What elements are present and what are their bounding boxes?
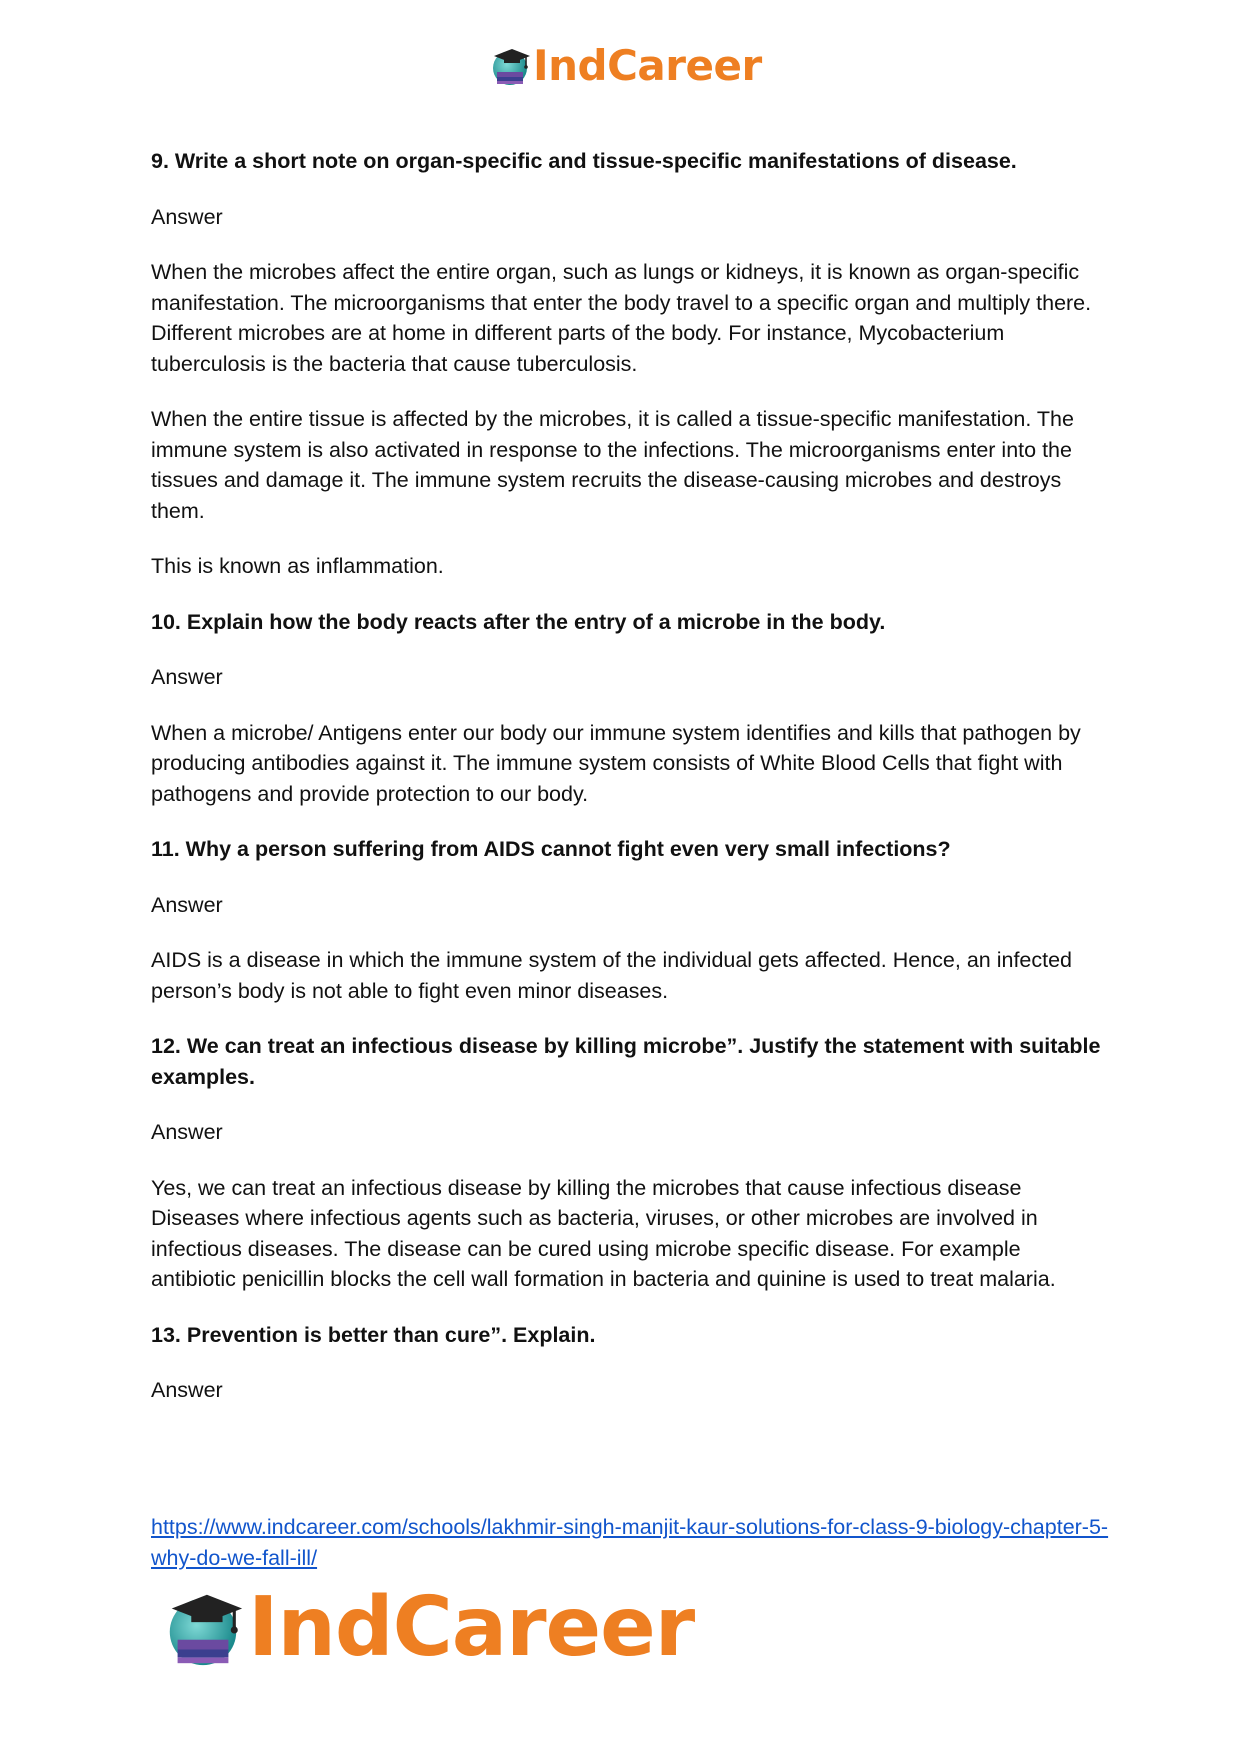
- graduation-cap-globe-books-icon: [488, 44, 532, 88]
- answer-paragraph: When the entire tissue is affected by the microbes, it is called a tissue-specific manifestation. The immune system is also activated in response to the infections. The microorganisms enter into the tissues and damage it. The immune system recruits the disease-causing microbes and destroys them.: [151, 407, 1074, 523]
- answer-paragraph: Yes, we can treat an infectious disease by killing the microbes that cause infectious disease Diseases where infectious agents such as bacteria, viruses, or other microbes are involved in infectious diseases. The disease can be cured using microbe specific disease. For example antibiotic penicillin blocks the cell wall formation in bacteria and quinine is used to treat malaria.: [151, 1175, 1056, 1291]
- question-heading: 11. Why a person suffering from AIDS cannot fight even very small infections?: [151, 837, 951, 861]
- question-heading: 10. Explain how the body reacts after the entry of a microbe in the body.: [151, 609, 886, 634]
- footer-logo: [160, 1580, 694, 1676]
- answer-paragraph: AIDS is a disease in which the immune system of the individual gets affected. Hence, an infected person’s body is not able to fight even minor diseases.: [151, 948, 1073, 1003]
- source-link[interactable]: https://www.indcareer.com/schools/lakhmir-singh-manjit-kaur-solutions-for-class-9-biology-chapter-5-why-do-we-fall-ill/: [151, 1515, 1109, 1570]
- answer-label: Answer: [151, 892, 223, 917]
- answer-label: Answer: [151, 204, 223, 229]
- question-heading: 12. We can treat an infectious disease by killing microbe”. Justify the statement with suitable examples.: [151, 1034, 1101, 1089]
- graduation-cap-globe-books-icon: [160, 1585, 246, 1671]
- question-heading: 13. Prevention is better than cure”. Explain.: [151, 1322, 596, 1347]
- answer-label: Answer: [151, 1120, 223, 1144]
- answer-label: Answer: [151, 665, 223, 689]
- answer-paragraph: When a microbe/ Antigens enter our body our immune system identifies and kills that pathogen by producing antibodies against it. The immune system consists of White Blood Cells that fight with pathogens and provide protection to our body.: [151, 720, 1081, 806]
- qa-content: [151, 146, 1111, 1431]
- answer-label: Answer: [151, 1378, 223, 1402]
- header-logo-text: IndCareer: [533, 41, 762, 90]
- header-logo: [488, 40, 762, 92]
- footer-logo-text: IndCareer: [248, 1580, 695, 1675]
- answer-paragraph: This is known as inflammation.: [151, 554, 444, 578]
- question-heading: 9. Write a short note on organ-specific and tissue-specific manifestations of disease.: [151, 149, 1017, 173]
- answer-paragraph: When the microbes affect the entire organ, such as lungs or kidneys, it is known as organ-specific manifestation. The microorganisms that enter the body travel to a specific organ and multiply there. Different microbes are at home in different parts of the body. For instance, Mycobacterium tuberculosis is the bacteria that cause tuberculosis.: [151, 260, 1092, 376]
